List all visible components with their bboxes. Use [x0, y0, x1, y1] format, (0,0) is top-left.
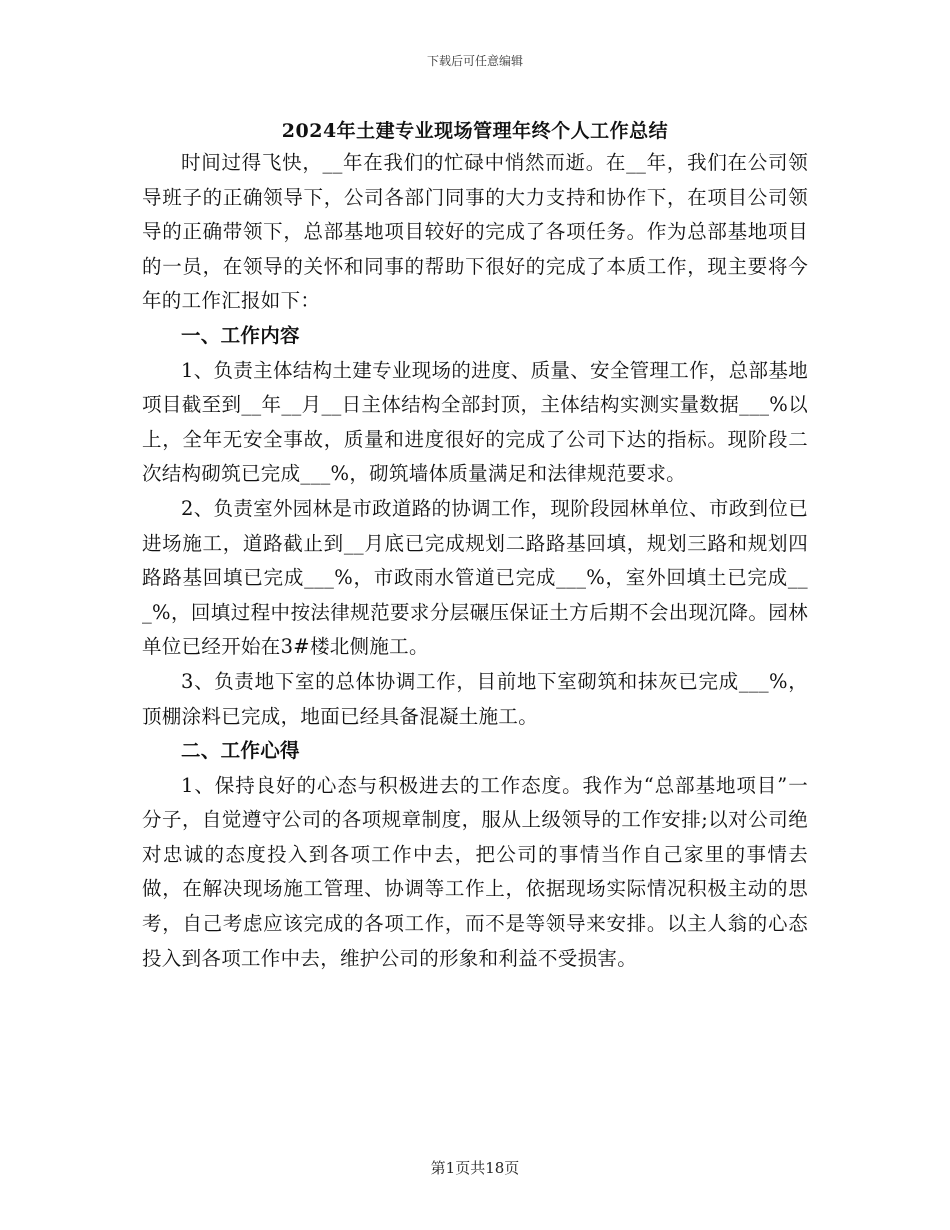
work-content-item-2: 2、负责室外园林是市政道路的协调工作，现阶段园林单位、市政到位已进场施工，道路截止到__月底已完成规划二路路基回填，规划三路和规划四路路基回填已完成___%，市政雨水管道已完成___%，室外回填土已完成___%，回填过程中按法律规范要求分层碾压保证土方后期不会出现沉降。园林单位已经开始在3#楼北侧施工。: [142, 496, 808, 659]
intro-paragraph: 时间过得飞快，__年在我们的忙碌中悄然而逝。在__年，我们在公司领导班子的正确领导下，公司各部门同事的大力支持和协作下，在项目公司领导的正确带领下，总部基地项目较好的完成了各项任务。作为总部基地项目的一员，在领导的关怀和同事的帮助下很好的完成了本质工作，现主要将今年的工作汇报如下：: [142, 151, 808, 313]
page-header-note: 下载后可任意编辑: [426, 54, 523, 68]
work-content-item-3: 3、负责地下室的总体协调工作，目前地下室砌筑和抹灰已完成___%，顶棚涂料已完成，地面已经具备混凝土施工。: [142, 669, 808, 728]
document-title: 2024年土建专业现场管理年终个人工作总结: [281, 120, 669, 142]
page-number: 第1页共18页: [430, 1159, 520, 1177]
document-body: [142, 146, 808, 976]
section-heading-work-content: 一、工作内容: [181, 323, 300, 347]
section-heading-work-experience: 二、工作心得: [181, 739, 300, 763]
work-content-item-1: 1、负责主体结构土建专业现场的进度、质量、安全管理工作，总部基地项目截至到__年__月__日主体结构全部封顶，主体结构实测实量数据___%以上，全年无安全事故，质量和进度很好的完成了公司下达的指标。现阶段二次结构砌筑已完成___%，砌筑墙体质量满足和法律规范要求。: [142, 358, 808, 486]
work-experience-item-1: 1、保持良好的心态与积极进去的工作态度。我作为“总部基地项目”一分子，自觉遵守公司的各项规章制度，服从上级领导的工作安排;以对公司绝对忠诚的态度投入到各项工作中去，把公司的事情当作自己家里的事情去做，在解决现场施工管理、协调等工作上，依据现场实际情况积极主动的思考，自己考虑应该完成的各项工作，而不是等领导来安排。以主人翁的心态投入到各项工作中去，维护公司的形象和利益不受损害。: [142, 773, 808, 970]
